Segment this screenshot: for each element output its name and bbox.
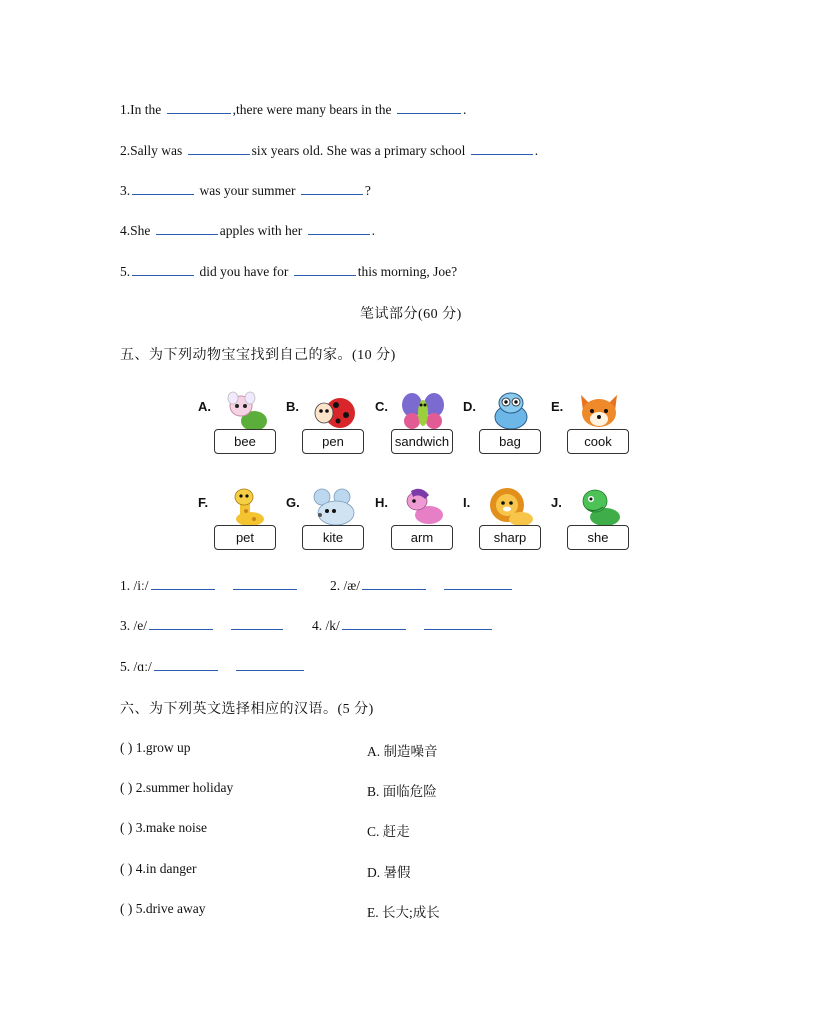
answer-blank[interactable] [231, 628, 283, 630]
word-box[interactable]: she [567, 525, 629, 550]
pony-icon [401, 487, 445, 527]
match-option-e: E. 长大;成长 [367, 905, 440, 920]
sentence-3: 3. was your summer ? [120, 183, 371, 198]
answer-blank[interactable] [188, 153, 250, 155]
answer-blank[interactable] [236, 669, 304, 671]
animal-card-d: D. bag [463, 391, 543, 455]
animal-card-e: E. cook [551, 391, 631, 455]
match-item-3[interactable]: ( ) 3.make noise [120, 820, 207, 835]
answer-blank[interactable] [397, 112, 461, 114]
animal-card-j: J. she [551, 487, 631, 551]
match-item-4[interactable]: ( ) 4.in danger [120, 861, 197, 876]
animal-card-c: C. sandwich [375, 391, 455, 455]
word-box[interactable]: pen [302, 429, 364, 454]
answer-blank[interactable] [151, 588, 215, 590]
bee-icon [224, 391, 268, 431]
answer-blank[interactable] [132, 193, 194, 195]
phonetic-row-1: 1. /iː/ [120, 578, 299, 594]
phonetic-row-5: 5. /ɑː/ [120, 659, 306, 675]
giraffe-icon [224, 487, 268, 527]
match-option-b: B. 面临危险 [367, 784, 437, 799]
mouse-icon [312, 487, 356, 527]
answer-blank[interactable] [362, 588, 426, 590]
answer-blank[interactable] [471, 153, 533, 155]
match-item-5[interactable]: ( ) 5.drive away [120, 901, 206, 916]
word-box[interactable]: sharp [479, 525, 541, 550]
match-option-a: A. 制造噪音 [367, 744, 438, 759]
word-box[interactable]: pet [214, 525, 276, 550]
word-box[interactable]: bee [214, 429, 276, 454]
phonetic-row-4: 4. /k/ [312, 618, 494, 634]
answer-blank[interactable] [308, 233, 370, 235]
sentence-4: 4.She apples with her . [120, 223, 375, 238]
phonetic-row-2: 2. /æ/ [330, 578, 514, 594]
ladybug-icon [312, 391, 356, 431]
word-box[interactable]: arm [391, 525, 453, 550]
sentence-2: 2.Sally was six years old. She was a primary school . [120, 143, 539, 158]
written-section-title: 笔试部分(60 分) [360, 307, 462, 322]
answer-blank[interactable] [149, 628, 213, 630]
word-box[interactable]: kite [302, 525, 364, 550]
word-box[interactable]: bag [479, 429, 541, 454]
word-box[interactable]: cook [567, 429, 629, 454]
animal-card-i: I. sharp [463, 487, 543, 551]
answer-blank[interactable] [301, 193, 363, 195]
animal-card-g: G. kite [286, 487, 366, 551]
fox-icon [577, 391, 621, 431]
phonetic-row-3: 3. /e/ [120, 618, 285, 634]
animal-card-a: A. bee [198, 391, 278, 455]
answer-blank[interactable] [167, 112, 231, 114]
answer-blank[interactable] [444, 588, 512, 590]
answer-blank[interactable] [342, 628, 406, 630]
match-option-c: C. 赶走 [367, 824, 410, 839]
answer-blank[interactable] [233, 588, 297, 590]
match-item-2[interactable]: ( ) 2.summer holiday [120, 780, 234, 795]
butterfly-icon [401, 391, 445, 431]
animal-card-h: H. arm [375, 487, 455, 551]
animal-card-f: F. pet [198, 487, 278, 551]
answer-blank[interactable] [132, 274, 194, 276]
sentence-1: 1.In the ,there were many bears in the . [120, 102, 467, 117]
sentence-5: 5. did you have for this morning, Joe? [120, 264, 458, 279]
answer-blank[interactable] [156, 233, 218, 235]
answer-blank[interactable] [424, 628, 492, 630]
match-item-1[interactable]: ( ) 1.grow up [120, 740, 191, 755]
lion-icon [489, 487, 533, 527]
answer-blank[interactable] [294, 274, 356, 276]
section-5-title: 五、为下列动物宝宝找到自己的家。(10 分) [120, 348, 396, 363]
bird-icon [489, 391, 533, 431]
section-6-title: 六、为下列英文选择相应的汉语。(5 分) [120, 702, 374, 717]
word-box[interactable]: sandwich [391, 429, 453, 454]
dinosaur-icon [577, 487, 621, 527]
answer-blank[interactable] [154, 669, 218, 671]
animal-card-b: B. pen [286, 391, 366, 455]
match-option-d: D. 暑假 [367, 865, 411, 880]
